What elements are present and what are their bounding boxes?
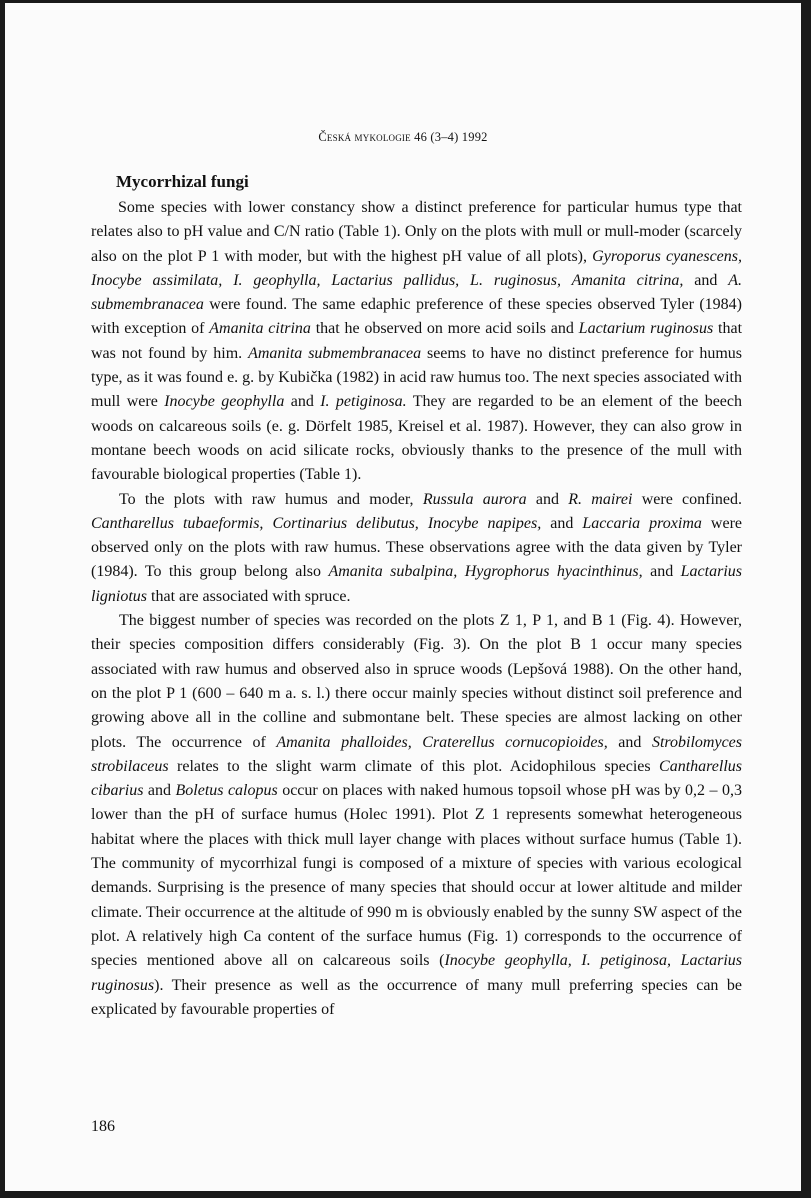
- species-name: Strobilomyces strobilaceus: [91, 733, 742, 775]
- species-name: Cantharellus cibarius: [91, 757, 742, 800]
- text-run: The biggest number of species was recorded on the plots Z 1, P 1, and B 1 (Fig. 4). However, their species composition differs considerably (Fig. 3). On the plot B 1 occur many species associated with raw humus and observed also in spruce woods (Lepšová 1988). On the other hand, on the plot P 1 (600 – 640 m a. s. l.) there occur mainly species without distinct soil preference and growing above all in the colline and submontane belt. These species are almost lacking on other plots. The occurrence of: [91, 612, 742, 751]
- text-run: that was not found by him.: [91, 320, 743, 362]
- species-name: Boletus calopus: [175, 782, 278, 800]
- text-run: and: [642, 563, 681, 581]
- volume-issue-year: 46 (3–4) 1992: [414, 130, 488, 144]
- species-name: Amanita subalpina, Hygrophorus hyacinthinus,: [328, 563, 643, 581]
- text-run: They are regarded to be an element of the beech woods on calcareous soils (e. g. Dörfelt 1985, Kreisel et al. 1987). However, they can also grow in montane beech woods on acid silicate rocks, obviously thanks to the presence of the mull with favourable biological properties (Table 1).: [91, 393, 743, 484]
- species-name: Russula aurora: [422, 490, 527, 508]
- text-run: relates to the slight warm climate of this plot. Acidophilous species: [168, 757, 660, 775]
- text-run: were observed only on the plots with raw humus. These observations agree with the data given by Tyler (1984). To this group belong also: [91, 514, 743, 581]
- text-run: were confined.: [632, 490, 743, 508]
- text-run: were found. The same edaphic preference of these species observed Tyler (1984) with exception of: [91, 296, 742, 338]
- text-run: occur on places with naked humous topsoil whose pH was by 0,2 – 0,3 lower than the pH of surface humus (Holec 1991). Plot Z 1 represents somewhat heterogeneous habitat where the places with thick mull layer change with places without surface humus (Table 1). The community of mycorrhizal fungi is composed of a mixture of species with various ecological demands. Surprising is the presence of many species that should occur at lower altitude and milder climate. Their occurrence at the altitude of 990 m is obviously enabled by the sunny SW aspect of the plot. A relatively high Ca content of the surface humus (Fig. 1) corresponds to the occurrence of species mentioned above all on calcareous soils (: [91, 782, 742, 970]
- text-run: and: [526, 490, 569, 508]
- species-name: Inocybe geophylla: [164, 393, 285, 411]
- text-run: seems to have no distinct preference for humus type, as it was found e. g. by Kubička (1982) in acid raw humus too. The next species associated with mull were: [91, 344, 742, 411]
- running-head: [5, 130, 801, 145]
- body-text: [91, 196, 742, 1022]
- text-run: To the plots with raw humus and moder,: [119, 490, 423, 508]
- species-name: I. petiginosa.: [320, 393, 407, 411]
- species-name: Amanita phalloides, Craterellus cornucopioides,: [276, 733, 608, 751]
- species-name: Inocybe geophylla, I. petiginosa, Lactarius ruginosus: [91, 952, 742, 994]
- text-run: and: [284, 393, 321, 411]
- text-run: and: [683, 271, 729, 289]
- species-name: Laccaria proxima: [582, 514, 702, 532]
- text-run: and: [607, 733, 652, 751]
- page: [5, 3, 801, 1191]
- section-title: Mycorrhizal fungi: [116, 172, 249, 191]
- species-name: R. mairei: [568, 490, 633, 508]
- species-name: Gyroporus cyanescens, Inocybe assimilata, I. geophylla, Lactarius pallidus, L. ruginosus, Amanita citrina,: [91, 247, 742, 289]
- species-name: Amanita submembranacea: [248, 344, 422, 362]
- species-name: A. submembranacea: [91, 271, 742, 314]
- journal-name: Česká mykologie: [318, 130, 411, 144]
- paragraph: [91, 609, 742, 1022]
- text-run: ). Their presence as well as the occurrence of many mull preferring species can be explicated by favourable properties of: [91, 976, 742, 1018]
- species-name: Lactarius ligniotus: [91, 563, 742, 605]
- species-name: Cantharellus tubaeformis, Cortinarius delibutus, Inocybe napipes,: [91, 514, 542, 532]
- paragraph: [91, 196, 742, 488]
- paragraph: [91, 488, 742, 609]
- text-run: and: [143, 782, 176, 800]
- text-run: and: [541, 514, 583, 532]
- text-run: Some species with lower constancy show a distinct preference for particular humus type that relates also to pH value and C/N ratio (Table 1). Only on the plots with mull or mull-moder (scarcely also on the plot P 1 with moder, but with the highest pH value of all plots),: [91, 199, 742, 265]
- species-name: Amanita citrina: [209, 320, 311, 338]
- page-number: 186: [91, 1118, 115, 1135]
- text-run: that he observed on more acid soils and: [310, 320, 579, 338]
- text-run: that are associated with spruce.: [147, 587, 351, 605]
- species-name: Lactarium ruginosus: [578, 320, 714, 338]
